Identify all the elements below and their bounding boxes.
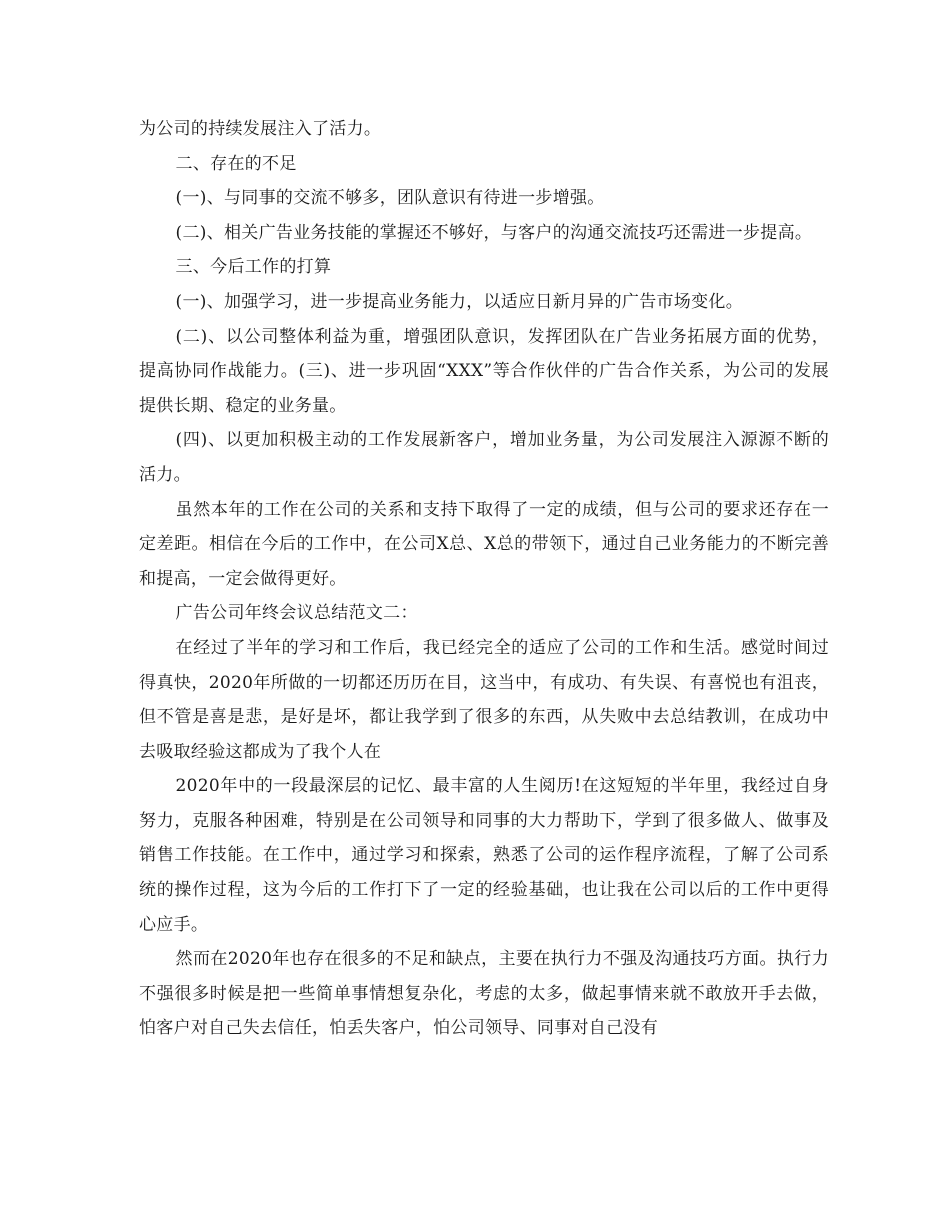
paragraph: 2020年中的一段最深层的记忆、最丰富的人生阅历!在这短短的半年里，我经过自身努力，克服各种困难，特别是在公司领导和同事的大力帮助下，学到了很多做人、做事及销售工作技能。在工作中，通过学习和探索，熟悉了公司的运作程序流程，了解了公司系统的操作过程，这为今后的工作打下了一定的经验基础，也让我在公司以后的工作中更得心应手。 — [139, 776, 829, 935]
document-body — [139, 112, 829, 1046]
paragraph: (二)、相关广告业务技能的掌握还不够好，与客户的沟通交流技巧还需进一步提高。 — [175, 222, 813, 243]
section-heading: 三、今后工作的打算 — [175, 257, 332, 278]
paragraph: (四)、以更加积极主动的工作发展新客户，增加业务量，为公司发展注入源源不断的活力。 — [139, 430, 829, 485]
paragraph: (二)、以公司整体利益为重，增强团队意识，发挥团队在广告业务拓展方面的优势，提高协同作战能力。(三)、进一步巩固“XXX”等合作伙伴的广告合作关系，为公司的发展提供长期、稳定的业务量。 — [139, 326, 829, 416]
paragraph: 在经过了半年的学习和工作后，我已经完全的适应了公司的工作和生活。感觉时间过得真快，2020年所做的一切都还历历在目，这当中，有成功、有失误、有喜悦也有沮丧，但不管是喜是悲，是好是坏，都让我学到了很多的东西，从失败中去总结教训，在成功中去吸取经验这都成为了我个人在 — [139, 637, 829, 762]
paragraph: (一)、与同事的交流不够多，团队意识有待进一步增强。 — [175, 188, 605, 209]
section-heading: 广告公司年终会议总结范文二： — [175, 603, 418, 624]
paragraph: (一)、加强学习，进一步提高业务能力，以适应日新月异的广告市场变化。 — [175, 291, 744, 312]
section-heading: 二、存在的不足 — [175, 153, 297, 174]
paragraph: 为公司的持续发展注入了活力。 — [139, 119, 382, 139]
paragraph: 虽然本年的工作在公司的关系和支持下取得了一定的成绩，但与公司的要求还存在一定差距。相信在今后的工作中，在公司X总、X总的带领下，通过自己业务能力的不断完善和提高，一定会做得更好。 — [139, 499, 829, 589]
paragraph: 然而在2020年也存在很多的不足和缺点，主要在执行力不强及沟通技巧方面。执行力不强很多时候是把一些简单事情想复杂化，考虑的太多，做起事情来就不敢放开手去做，怕客户对自己失去信任，怕丢失客户，怕公司领导、同事对自己没有 — [139, 949, 829, 1039]
